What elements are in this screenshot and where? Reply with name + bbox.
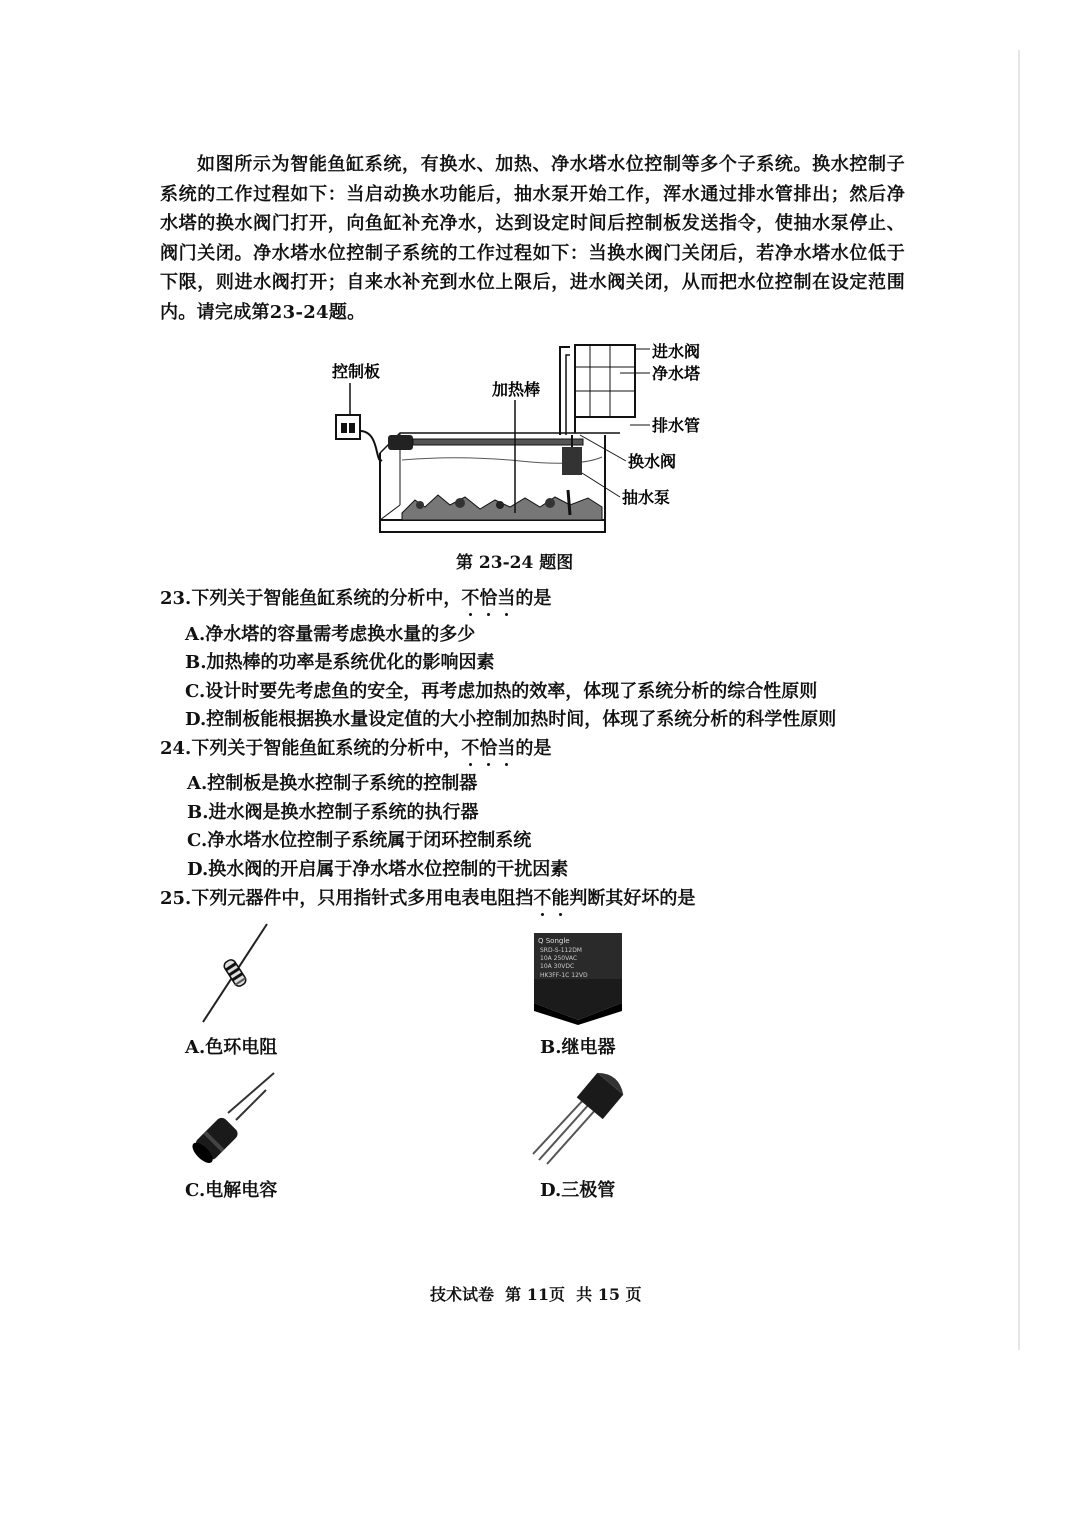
control-board-box — [336, 415, 360, 439]
relay-print-1: Q Songle — [538, 937, 570, 945]
intro-paragraph — [160, 150, 905, 327]
label-exchange-valve: 换水阀 — [628, 452, 677, 471]
q25-option-c: C.电解电容 — [185, 1180, 278, 1201]
footer-total: 共 15 页 — [576, 1285, 642, 1304]
resistor-image — [195, 918, 275, 1028]
label-drain-pipe: 排水管 — [652, 416, 701, 435]
label-inlet-valve: 进水阀 — [652, 342, 701, 361]
question-24: 24.下列关于智能鱼缸系统的分析中，不恰当的是 — [160, 734, 551, 760]
q24-option-a: A.控制板是换水控制子系统的控制器 — [187, 773, 478, 794]
capacitor-image — [188, 1068, 283, 1168]
figure-caption: 第 23-24 题图 — [456, 553, 574, 573]
q23-option-d: D.控制板能根据换水量设定值的大小控制加热时间，体现了系统分析的科学性原则 — [185, 709, 837, 730]
relay-print-2: SRD-S-112DM — [540, 947, 582, 954]
label-water-tower: 净水塔 — [652, 364, 701, 383]
q25-option-d: D.三极管 — [540, 1180, 616, 1201]
q24-option-d: D.换水阀的开启属于净水塔水位控制的干扰因素 — [187, 859, 569, 880]
question-25: 25.下列元器件中，只用指针式多用电表电阻挡不能判断其好坏的是 — [160, 884, 695, 910]
q23-option-c: C.设计时要先考虑鱼的安全，再考虑加热的效率，体现了系统分析的综合性原则 — [185, 681, 818, 702]
relay-print-3: 10A 250VAC — [540, 955, 578, 962]
intro-text: 如图所示为智能鱼缸系统，有换水、加热、净水塔水位控制等多个子系统。换水控制子系统的工作过程如下：当启动换水功能后，抽水泵开始工作，浑水通过排水管排出；然后净水塔的换水阀门打开，向鱼缸补充净水，达到设定时间后控制板发送指令，使抽水泵停止、阀门关闭。净水塔水位控制子系统的工作过程如下：当换水阀门关闭后，若净水塔水位低于下限，则进水阀打开；自来水补充到水位上限后，进水阀关闭，从而把水位控制在设定范围内。请完成第23-24题。 — [160, 154, 905, 323]
relay-print-4: 10A 30VDC — [540, 963, 575, 970]
water-tower — [575, 345, 635, 417]
transistor-image — [525, 1068, 625, 1168]
question-23: 23.下列关于智能鱼缸系统的分析中，不恰当的是 — [160, 584, 551, 610]
label-heater: 加热棒 — [492, 380, 541, 399]
label-pump: 抽水泵 — [622, 488, 671, 507]
relay-print-5: HK3FF-1C 12VD — [540, 972, 588, 979]
q23-option-a: A.净水塔的容量需考虑换水量的多少 — [185, 624, 476, 645]
q25-option-b: B.继电器 — [540, 1037, 616, 1058]
q25-option-a: A.色环电阻 — [185, 1037, 278, 1058]
relay-image — [528, 925, 628, 1025]
footer-page: 第 11页 — [505, 1285, 565, 1304]
footer-subject: 技术试卷 — [430, 1285, 495, 1304]
page-footer — [430, 1282, 642, 1305]
fish-tank-figure — [320, 335, 720, 555]
page-edge-shadow — [1018, 50, 1020, 1350]
q24-option-b: B.进水阀是换水控制子系统的执行器 — [187, 802, 479, 823]
q23-option-b: B.加热棒的功率是系统优化的影响因素 — [185, 652, 495, 673]
q24-option-c: C.净水塔水位控制子系统属于闭环控制系统 — [187, 830, 532, 851]
label-control-board: 控制板 — [332, 362, 381, 381]
